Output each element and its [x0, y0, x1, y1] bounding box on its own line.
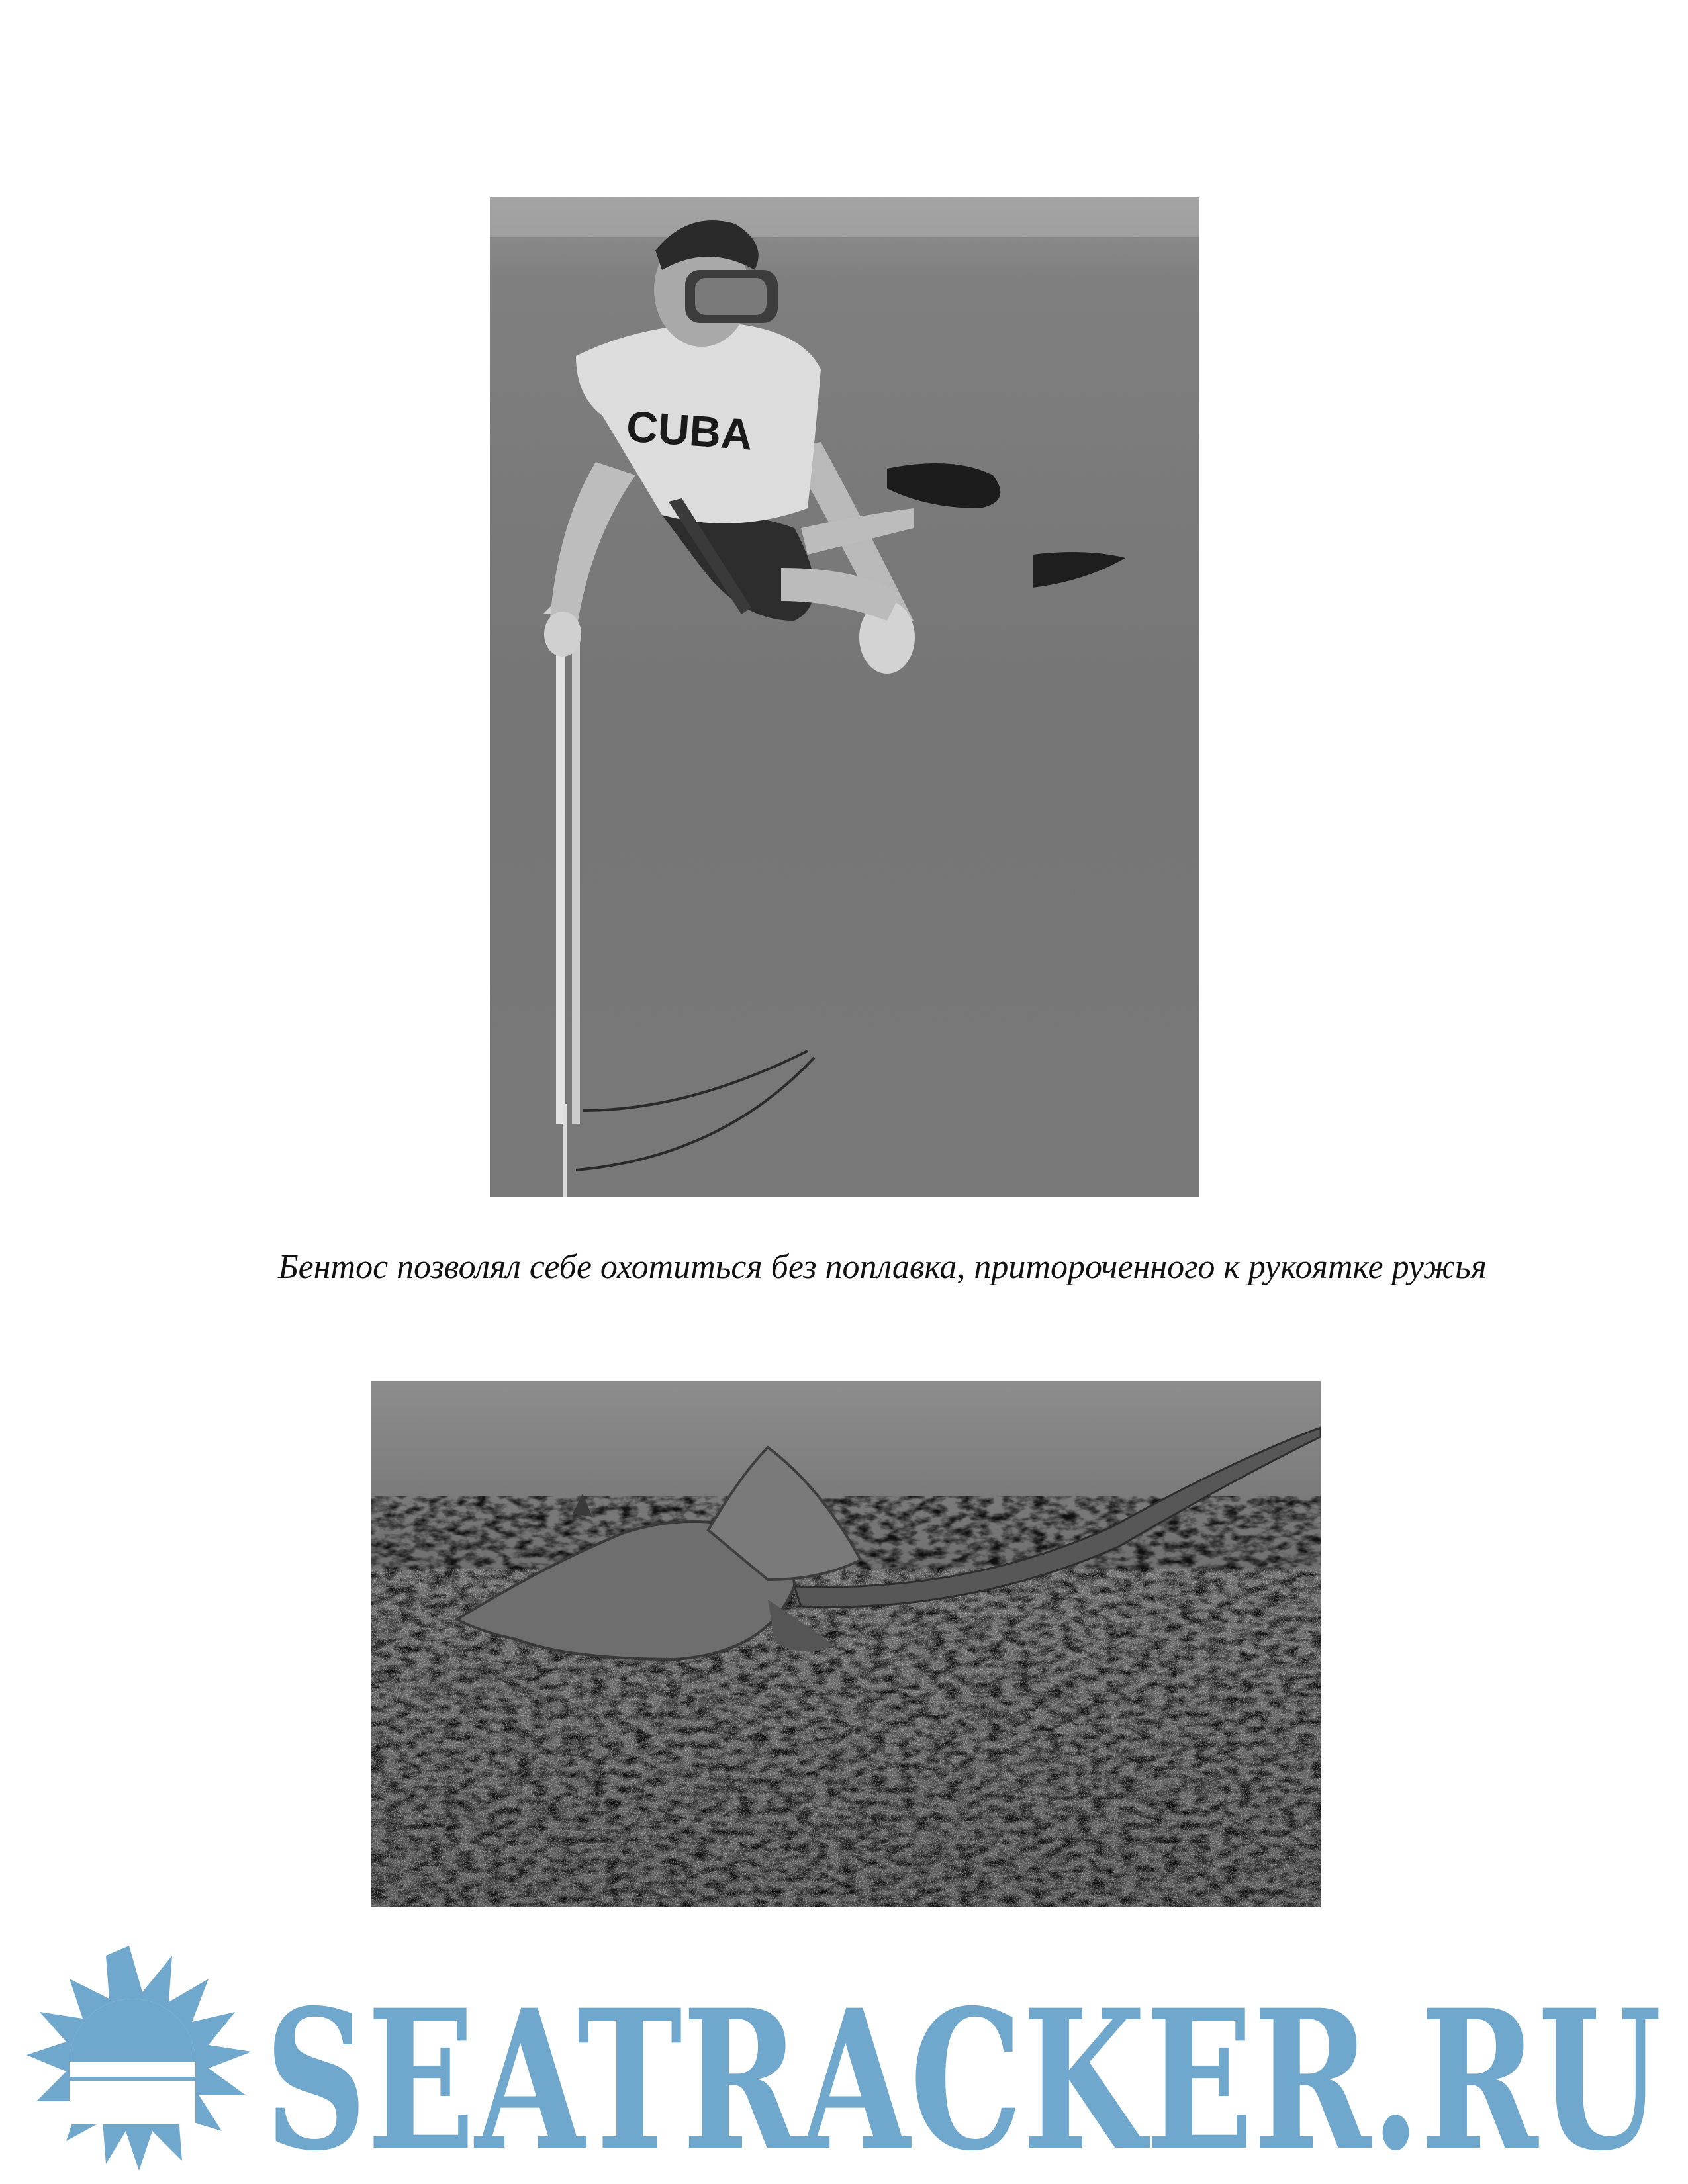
watermark-logo — [0, 1919, 1688, 2184]
stingray-photo — [371, 1381, 1321, 1907]
diver-photo — [490, 197, 1199, 1197]
sun-icon — [26, 1946, 252, 2171]
shirt-text: CUBA — [624, 401, 755, 459]
watermark-text: SEATRACKER.RU — [265, 1968, 1662, 2184]
photo-caption: Бентос позволял себе охотиться без поплавка, притороченного к рукоятке ружья — [278, 1248, 1487, 1286]
